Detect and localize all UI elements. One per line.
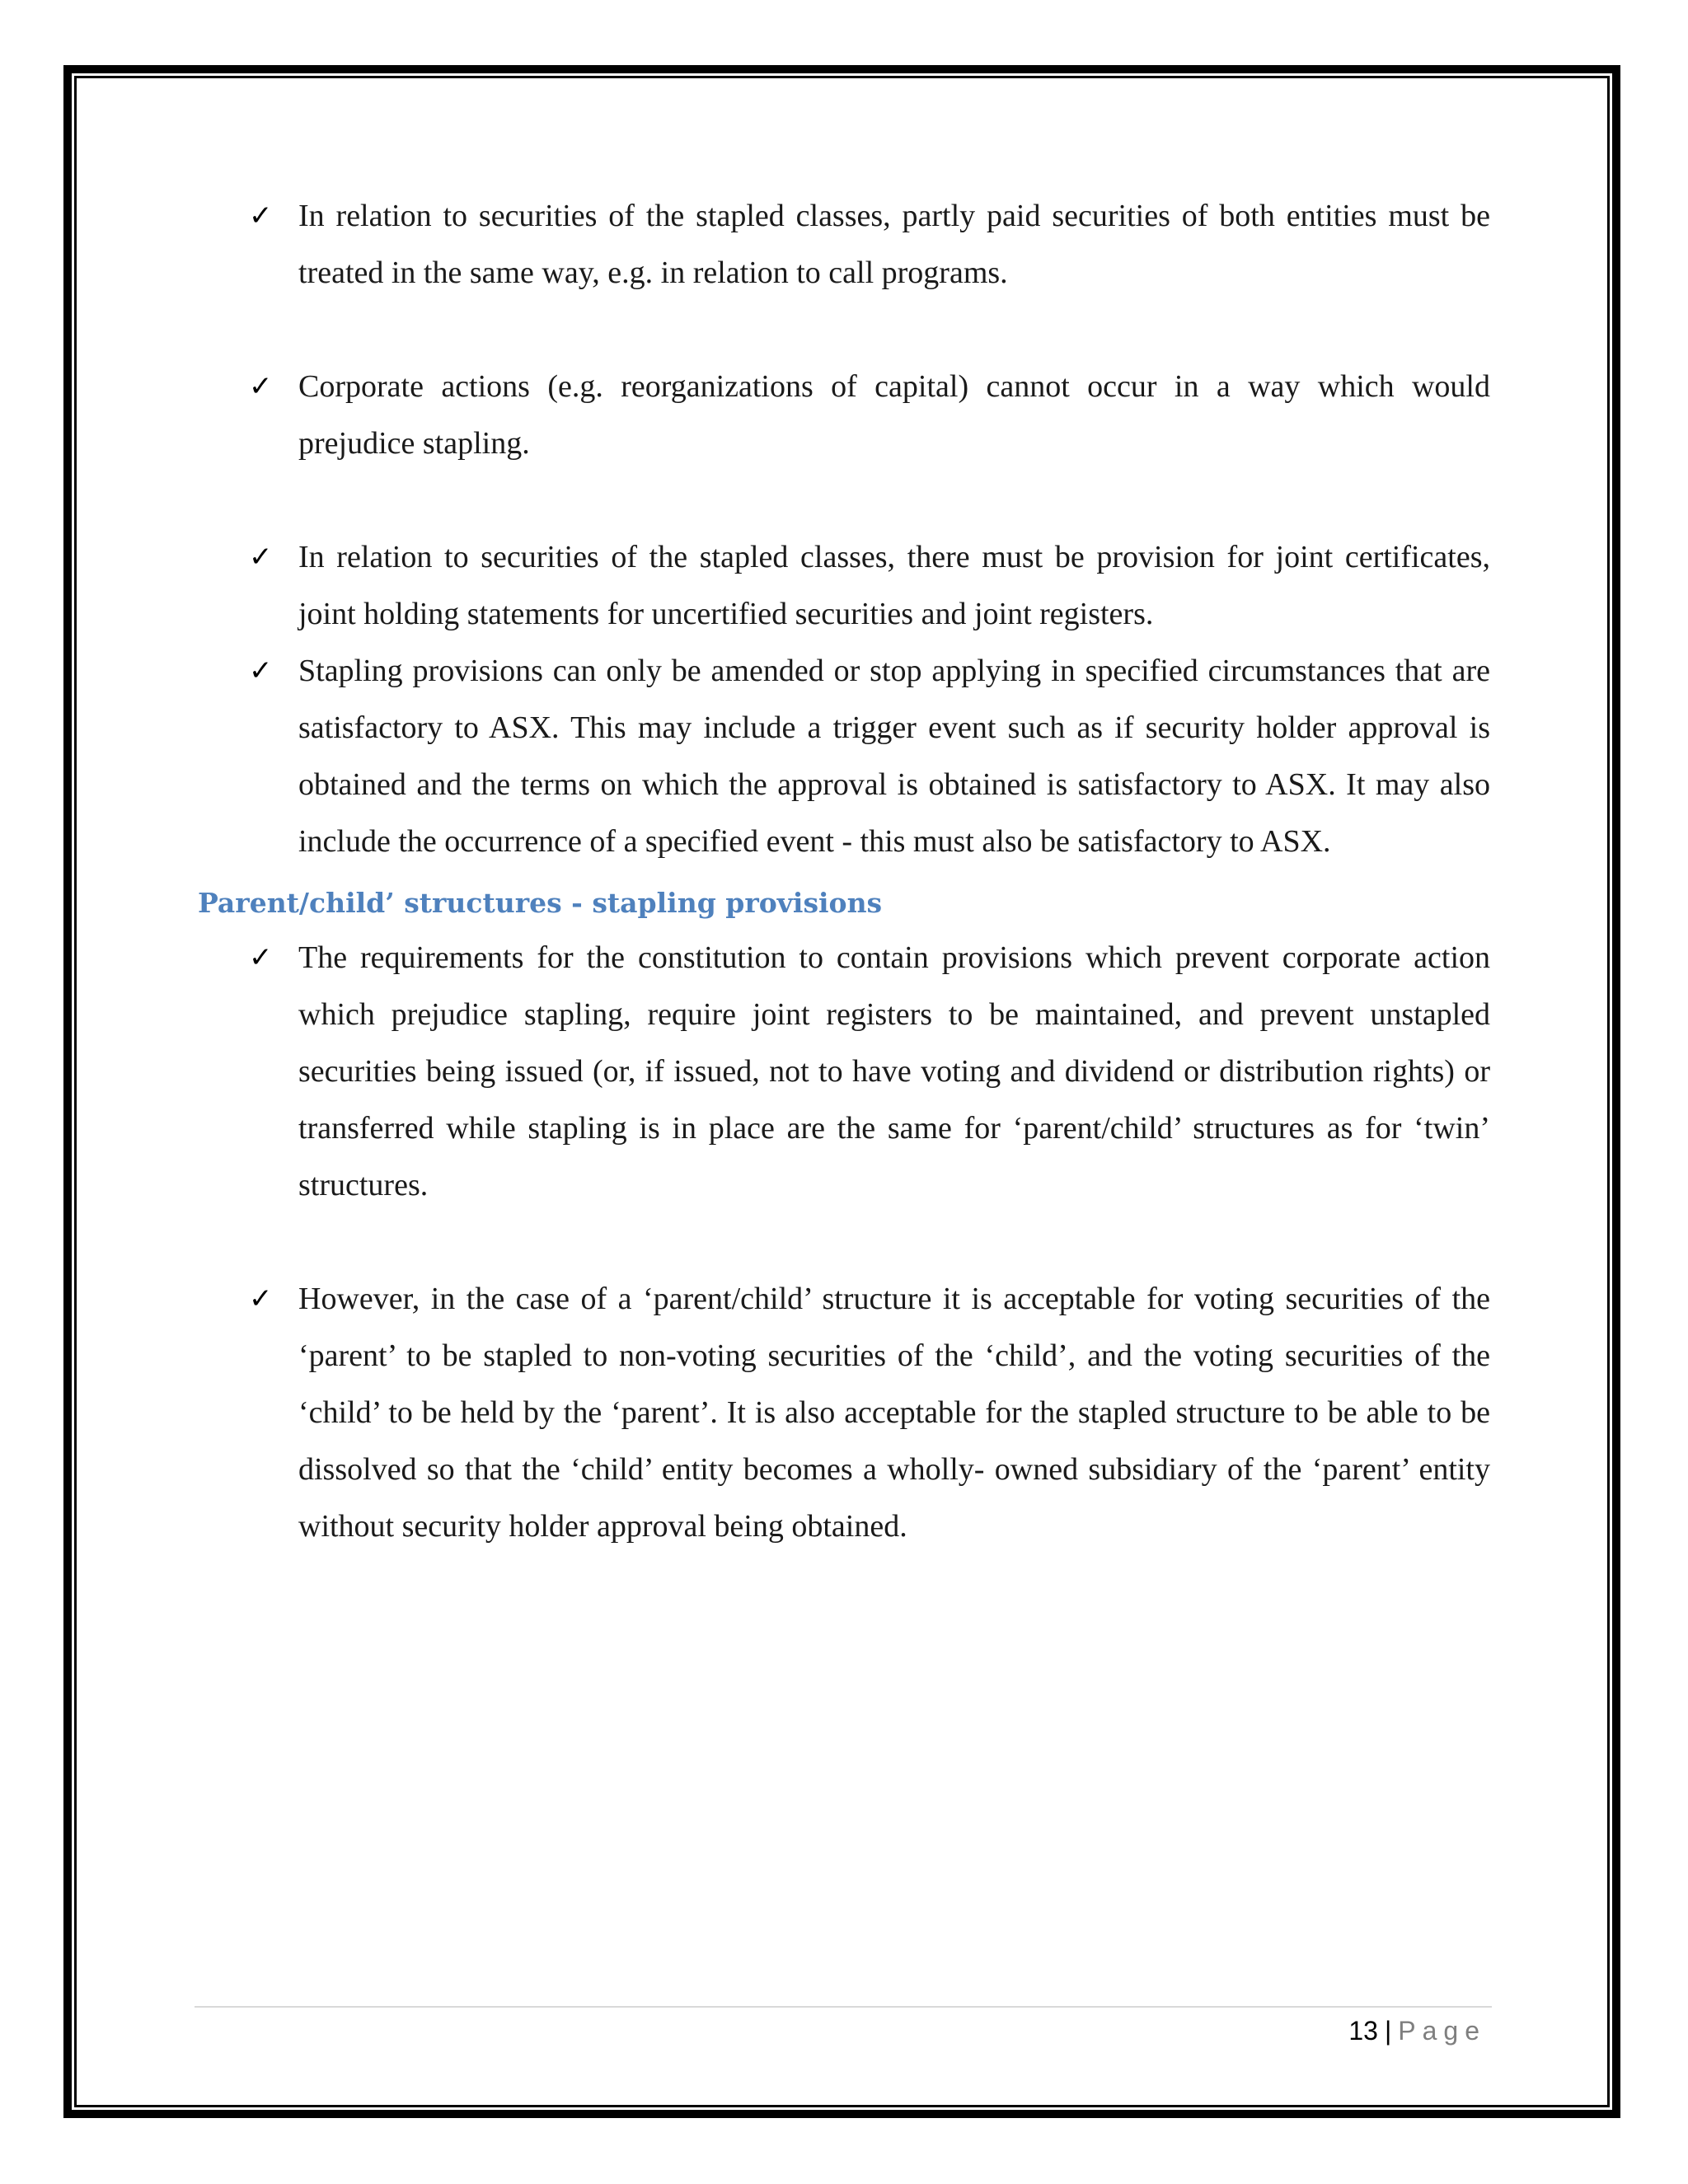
list-item (198, 529, 1490, 643)
list-item-text: In relation to securities of the stapled classes, there must be provision for joint certificates, joint holding statements for uncertified securities and joint registers. (298, 540, 1490, 631)
list-item (198, 643, 1490, 870)
page-footer (1348, 2013, 1486, 2049)
spacer (198, 1214, 1490, 1271)
spacer (198, 472, 1490, 529)
check-icon: ✓ (249, 541, 273, 574)
footer-divider (195, 2006, 1492, 2008)
footer-separator: | (1384, 2016, 1392, 2046)
page-number: 13 (1348, 2016, 1378, 2046)
page-label: Page (1398, 2016, 1486, 2046)
spacer (198, 302, 1490, 359)
page-content (198, 188, 1490, 1555)
check-icon: ✓ (249, 370, 273, 403)
list-item (198, 188, 1490, 302)
list-item-text: Stapling provisions can only be amended or stop applying in specified circumstances that are satisfactory to ASX. This may include a trigger event such as if security holder approval is obtained and the terms on which the approval is obtained is satisfactory to ASX. It may also include the occurrence of a specified event - this must also be satisfactory to ASX. (298, 654, 1490, 859)
check-icon: ✓ (249, 1282, 273, 1315)
list-item-text: Corporate actions (e.g. reorganizations of capital) cannot occur in a way which would prejudice stapling. (298, 369, 1490, 461)
list-item (198, 930, 1490, 1214)
list-item-text: In relation to securities of the stapled classes, partly paid securities of both entities must be treated in the same way, e.g. in relation to call programs. (298, 199, 1490, 290)
list-item-text: However, in the case of a ‘parent/child’ structure it is acceptable for voting securities of the ‘parent’ to be stapled to non-voting securities of the ‘child’, and the voting securities of the ‘child’ to be held by the ‘parent’. It is also acceptable for the stapled structure to be able to be dissolved so that the ‘child’ entity becomes a wholly- owned subsidiary of the ‘parent’ entity without security holder approval being obtained. (298, 1282, 1490, 1544)
list-item (198, 1271, 1490, 1555)
section-heading: Parent/child’ structures - stapling provisions (198, 887, 883, 919)
check-icon: ✓ (249, 199, 273, 232)
check-icon: ✓ (249, 654, 273, 687)
check-icon: ✓ (249, 941, 273, 974)
list-item-text: The requirements for the constitution to contain provisions which prevent corporate action which prejudice stapling, require joint registers to be maintained, and prevent unstapled securities being issued (or, if issued, not to have voting and dividend or distribution rights) or transferred while stapling is in place are the same for ‘parent/child’ structures as for ‘twin’ structures. (298, 940, 1490, 1202)
list-item (198, 359, 1490, 472)
